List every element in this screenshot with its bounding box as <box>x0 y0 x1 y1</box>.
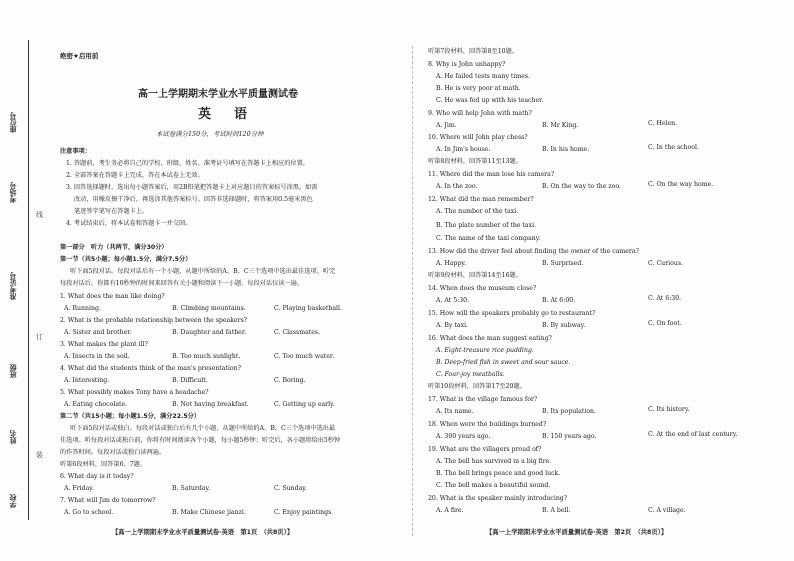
question-10: 10. Where will John play chess? <box>428 134 528 141</box>
listening-8-instruction: 听第8段材料，回答第11至13题。 <box>428 158 522 165</box>
option-a: A. Sister and brother. <box>64 329 132 336</box>
option-c: C. Getting up early. <box>274 401 335 408</box>
option-b: B. Difficult. <box>172 377 208 384</box>
option-a: A. By taxi. <box>436 322 469 329</box>
question-17: 17. What is the village famous for? <box>428 396 538 403</box>
section1-instruction: 听下面5段对话。每段对话后有一个小题，从题中所给的A、B、C三个选项中选出最佳选项。听完 <box>70 268 336 275</box>
listening-9-instruction: 听第9段材料，回答第14至16题。 <box>428 272 522 279</box>
name-label: 姓名 <box>9 430 17 444</box>
note-line: 4. 考试结束后，将本试卷和答题卡一并交回。 <box>66 220 192 227</box>
option-b: B. Make Chinese jianzi. <box>172 509 246 516</box>
question-6: 6. What day is it today? <box>60 473 134 480</box>
option-a: A. Eight-treasure rice pudding. <box>436 347 534 354</box>
option-c: C. Its history. <box>648 406 690 413</box>
note-line: 改动，用橡皮擦干净后，再选涂其他答案标号。回答非选择题时，将答案用0.5毫米黑色 <box>74 196 313 203</box>
school-label: 学校 <box>9 494 17 508</box>
section1-heading: 第一节（共5小题；每小题1.5分，满分7.5分） <box>60 256 192 263</box>
option-b: B. Climbing mountains. <box>172 305 246 312</box>
option-a: A. Go to school. <box>64 509 114 516</box>
subject-title: 英 语 <box>198 107 253 122</box>
question-16: 16. What does the man suggest eating? <box>428 335 552 342</box>
option-b: B. In his home. <box>542 146 590 153</box>
section2-instruction: 佳选项。听每段对话或独白前，你将有时间阅读各个小题，每小题5秒钟；听完后，各小题将给出5秒钟 <box>60 437 341 444</box>
binding-mark-line: 线 <box>36 211 43 219</box>
option-b: B. Daughter and father. <box>172 329 247 336</box>
exam-title: 高一上学期期末学业水平质量测试卷 <box>138 89 298 100</box>
option-c: C. Curious. <box>648 260 683 267</box>
option-c: C. The name of the taxi company. <box>436 235 541 242</box>
option-b: B. On the way to the zoo. <box>542 183 621 190</box>
question-8: 8. Why is John unhappy? <box>428 61 506 68</box>
option-a: A. Friday. <box>64 485 94 492</box>
note-line: 1. 答题前，考生务必将自己的学校、班级、姓名、准考证号填写在答题卡上相应的位置。 <box>66 160 309 167</box>
option-c: C. The bell makes a beautiful sound. <box>436 482 551 489</box>
option-b: B. The plate number of the taxi. <box>436 222 537 229</box>
question-14: 14. When does the museum close? <box>428 285 537 292</box>
part1-heading: 第一部分 听力（共两节，满分30分） <box>60 244 168 251</box>
question-20: 20. What is the speaker mainly introducing? <box>428 495 568 502</box>
question-15: 15. How will the speakers probably go to restaurant? <box>428 310 596 317</box>
option-c: C. Four-joy meatballs. <box>436 371 505 378</box>
option-c: C. Too much water. <box>274 353 335 360</box>
option-c: C. Boring. <box>274 377 306 384</box>
note-line: 3. 回答选择题时，选出每小题答案后，用2B铅笔把答题卡上对应题目的答案标号涂黑。如需 <box>66 184 318 191</box>
section2-instruction: 的作答时间。每段对话或独白读两遍。 <box>60 449 166 456</box>
option-b: B. Deep-fried fish in sweet and sour sauce. <box>436 359 571 366</box>
listening-7-instruction: 听第7段材料，回答第8至10题。 <box>428 48 518 55</box>
exam-room-label: 考场号 <box>9 182 17 203</box>
option-c: C. Classmates. <box>274 329 321 336</box>
question-11: 11. Where did the man lose his camera? <box>428 171 555 178</box>
option-a: A. Interesting. <box>64 377 110 384</box>
option-c: C. Helen. <box>648 120 678 127</box>
option-b: B. Saturday. <box>172 485 211 492</box>
option-c: C. He was fed up with his teacher. <box>436 97 544 104</box>
question-2: 2. What is the probable relationship between the speakers? <box>60 317 248 324</box>
section2-instruction: 听下面5段对话或独白。每段对话或独白后有几个小题，从题中所给的A、B、C三个选项中选出最 <box>70 425 336 432</box>
option-a: A. At 5:30. <box>436 297 470 304</box>
option-b: B. Too much sunlight. <box>172 353 241 360</box>
question-18: 18. When were the buildings burned? <box>428 421 547 428</box>
binding-mark-order: 订 <box>36 333 43 341</box>
option-a: A. Jim. <box>436 122 457 129</box>
page-1-footer: 【高一上学期期末学业水平质量测试卷·英语 第1页 （共8页）】 <box>112 529 294 536</box>
binding-line <box>28 40 29 520</box>
admission-number-label: 准考证号 <box>9 272 17 300</box>
exam-info: 本试卷满分150分，考试时间120分钟 <box>156 130 264 138</box>
option-c: C. A village. <box>648 507 686 514</box>
class-label: 班级 <box>9 364 17 378</box>
binding-mark-bind: 装 <box>36 451 43 459</box>
option-c: C. Sunday. <box>274 485 307 492</box>
option-b: B. Its population. <box>542 408 596 415</box>
option-b: B. Not having breakfast. <box>172 401 249 408</box>
question-3: 3. What makes the plant ill? <box>60 341 148 348</box>
option-a: A. Eating chocolate. <box>64 401 128 408</box>
secret-mark: 绝密★启用前 <box>60 52 99 60</box>
option-c: C. On foot. <box>648 320 682 327</box>
question-4: 4. What did the students think of the man's presentation? <box>60 365 241 372</box>
option-a: A. In Jim's house. <box>436 146 491 153</box>
option-a: A. The number of the taxi. <box>436 208 519 215</box>
option-a: A. A fire. <box>436 507 464 514</box>
option-b: B. By subway. <box>542 322 586 329</box>
question-1: 1. What does the man like doing? <box>60 293 165 300</box>
section1-instruction: 每段对话后，你都有10秒钟的时间来回答有关小题和阅读下一小题。每段对话仅读一遍。 <box>60 280 303 287</box>
option-b: B. He is very poor at math. <box>436 85 521 92</box>
option-a: A. Running. <box>64 305 101 312</box>
option-b: B. At 6:00. <box>542 297 576 304</box>
page-2 <box>426 0 772 561</box>
option-c: C. On the way home. <box>648 181 714 188</box>
option-c: C. Playing basketball. <box>274 305 342 312</box>
option-b: B. Surprised. <box>542 260 584 267</box>
seat-label: 座位号 <box>9 112 17 133</box>
option-a: A. In the zoo. <box>436 183 478 190</box>
option-a: A. 300 years ago. <box>436 433 491 440</box>
option-b: B. A bell. <box>542 507 571 514</box>
question-5: 5. What possibly makes Tony have a headache? <box>60 389 209 396</box>
option-a: A. Happy. <box>436 260 467 267</box>
option-a: A. Insects in the soil. <box>64 353 130 360</box>
option-b: B. 150 years ago. <box>542 433 597 440</box>
option-c: C. Enjoy paintings. <box>274 509 334 516</box>
binding-margin <box>0 0 46 561</box>
note-line: 笔迹签字笔写在答题卡上。 <box>74 208 149 215</box>
option-c: C. At 6:30. <box>648 295 682 302</box>
question-7: 7. What will Jim do tomorrow? <box>60 497 156 504</box>
option-a: A. The bell has survived in a big fire. <box>436 458 552 465</box>
question-13: 13. How did the driver feel about finding the owner of the camera? <box>428 248 639 255</box>
section2-heading: 第二节（共15小题；每小题1.5分，满分22.5分） <box>60 413 201 420</box>
question-19: 19. What are the villagers proud of? <box>428 446 542 453</box>
question-9: 9. Who will help John with math? <box>428 110 532 117</box>
listening-10-instruction: 听第10段材料，回答第17至20题。 <box>428 383 526 390</box>
listening-6-instruction: 听第6段材料，回答第6、7题。 <box>60 461 147 468</box>
page-2-footer: 【高一上学期期末学业水平质量测试卷·英语 第2页 （共8页）】 <box>486 529 668 536</box>
option-a: A. Its name. <box>436 408 474 415</box>
question-12: 12. What did the man remember? <box>428 196 534 203</box>
option-b: B. The bell brings peace and good luck. <box>436 470 561 477</box>
option-c: C. In the school. <box>648 144 699 151</box>
page-1 <box>52 0 400 561</box>
note-line: 2. 全部答案在答题卡上完成，答在本试卷上无效。 <box>66 172 204 179</box>
option-b: B. Mr King. <box>542 122 579 129</box>
page-divider <box>412 46 413 536</box>
option-c: C. At the end of last century. <box>648 431 738 438</box>
notes-title: 注意事项： <box>60 148 91 155</box>
option-a: A. He failed tests many times. <box>436 73 531 80</box>
